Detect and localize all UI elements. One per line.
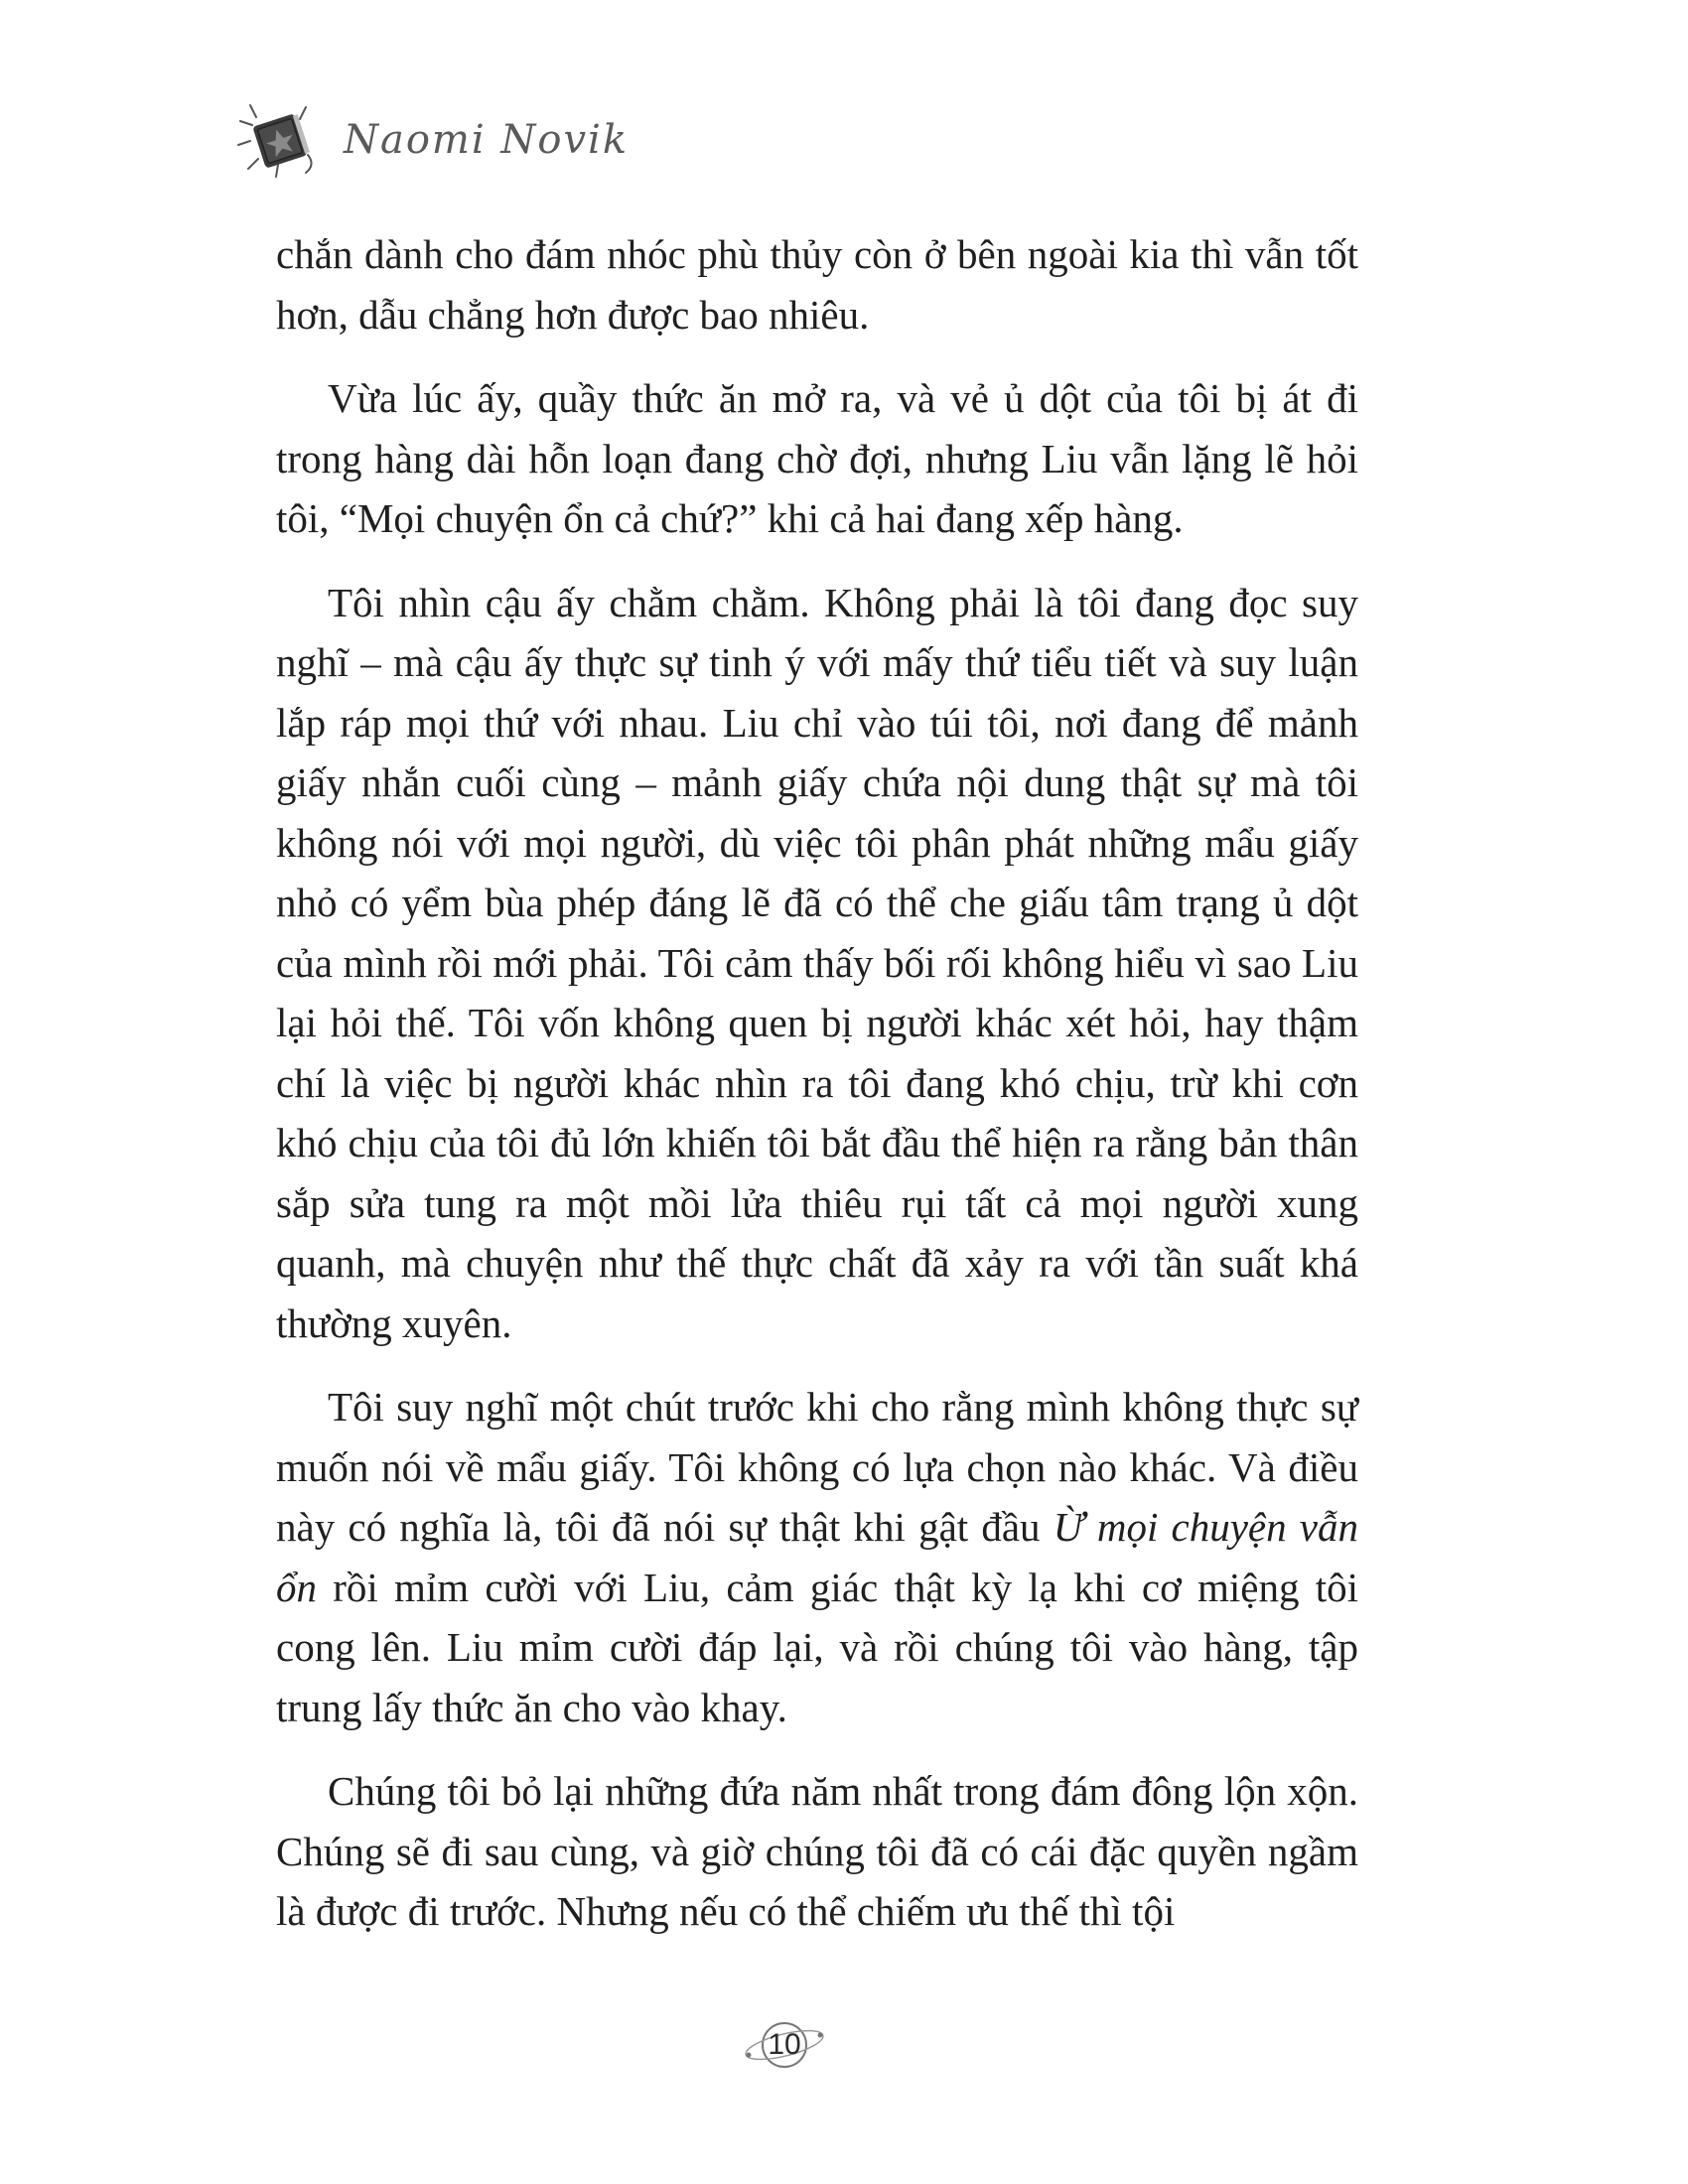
page-number: 10	[768, 2028, 801, 2061]
running-header	[228, 95, 629, 185]
spellbook-icon	[228, 95, 328, 185]
paragraph-2: Vừa lúc ấy, quầy thức ăn mở ra, và vẻ ủ dột của tôi bị át đi trong hàng dài hỗn loạn đang chờ đợi, nhưng Liu vẫn lặng lẽ hỏi tôi, “Mọi chuyện ổn cả chứ?” khi cả hai đang xếp hàng.	[276, 375, 1358, 541]
page-body	[276, 224, 1358, 1966]
paragraph-5: Chúng tôi bỏ lại những đứa năm nhất trong đám đông lộn xộn. Chúng sẽ đi sau cùng, và giờ chúng tôi đã có cái đặc quyền ngầm là được đi trước. Nhưng nếu có thể chiếm ưu thế thì tội	[276, 1768, 1358, 1934]
author-name: Naomi Novik	[344, 117, 630, 163]
paragraph-1: chắn dành cho đám nhóc phù thủy còn ở bên ngoài kia thì vẫn tốt hơn, dẫu chẳng hơn được bao nhiêu.	[276, 231, 1358, 338]
paragraph-4-start: Tôi suy nghĩ một chút trước khi cho rằng mình không thực sự muốn nói về mẩu giấy. Tôi không có lựa chọn nào khác. Và điều này có nghĩa là, tôi đã nói sự thật khi gật đầu	[276, 1384, 1358, 1550]
paragraph-4-end: rồi mỉm cười với Liu, cảm giác thật kỳ lạ khi cơ miệng tôi cong lên. Liu mỉm cười đáp lại, và rồi chúng tôi vào hàng, tập trung lấy thức ăn cho vào khay.	[276, 1564, 1358, 1730]
italic-phrase: Ừ mọi chuyện vẫn ổn	[276, 1504, 1359, 1610]
paragraph-4	[276, 1377, 1358, 1737]
paragraph-3: Tôi nhìn cậu ấy chằm chằm. Không phải là tôi đang đọc suy nghĩ – mà cậu ấy thực sự tinh ý với mấy thứ tiểu tiết và suy luận lắp ráp mọi thứ với nhau. Liu chỉ vào túi tôi, nơi đang để mảnh giấy nhắn cuối cùng – mảnh giấy chứa nội dung thật sự mà tôi không nói với mọi người, dù việc tôi phân phát những mẩu giấy nhỏ có yểm bùa phép đáng lẽ đã có thể che giấu tâm trạng ủ dột của mình rồi mới phải. Tôi cảm thấy bối rối không hiểu vì sao Liu lại hỏi thế. Tôi vốn không quen bị người khác xét hỏi, hay thậm chí là việc bị người khác nhìn ra tôi đang khó chịu, trừ khi cơn khó chịu của tôi đủ lớn khiến tôi bắt đầu thể hiện ra rằng bản thân sắp sửa tung ra một mồi lửa thiêu rụi tất cả mọi người xung quanh, mà chuyện như thế thực chất đã xảy ra với tần suất khá thường xuyên.	[276, 579, 1358, 1346]
page-footer	[735, 2005, 834, 2085]
